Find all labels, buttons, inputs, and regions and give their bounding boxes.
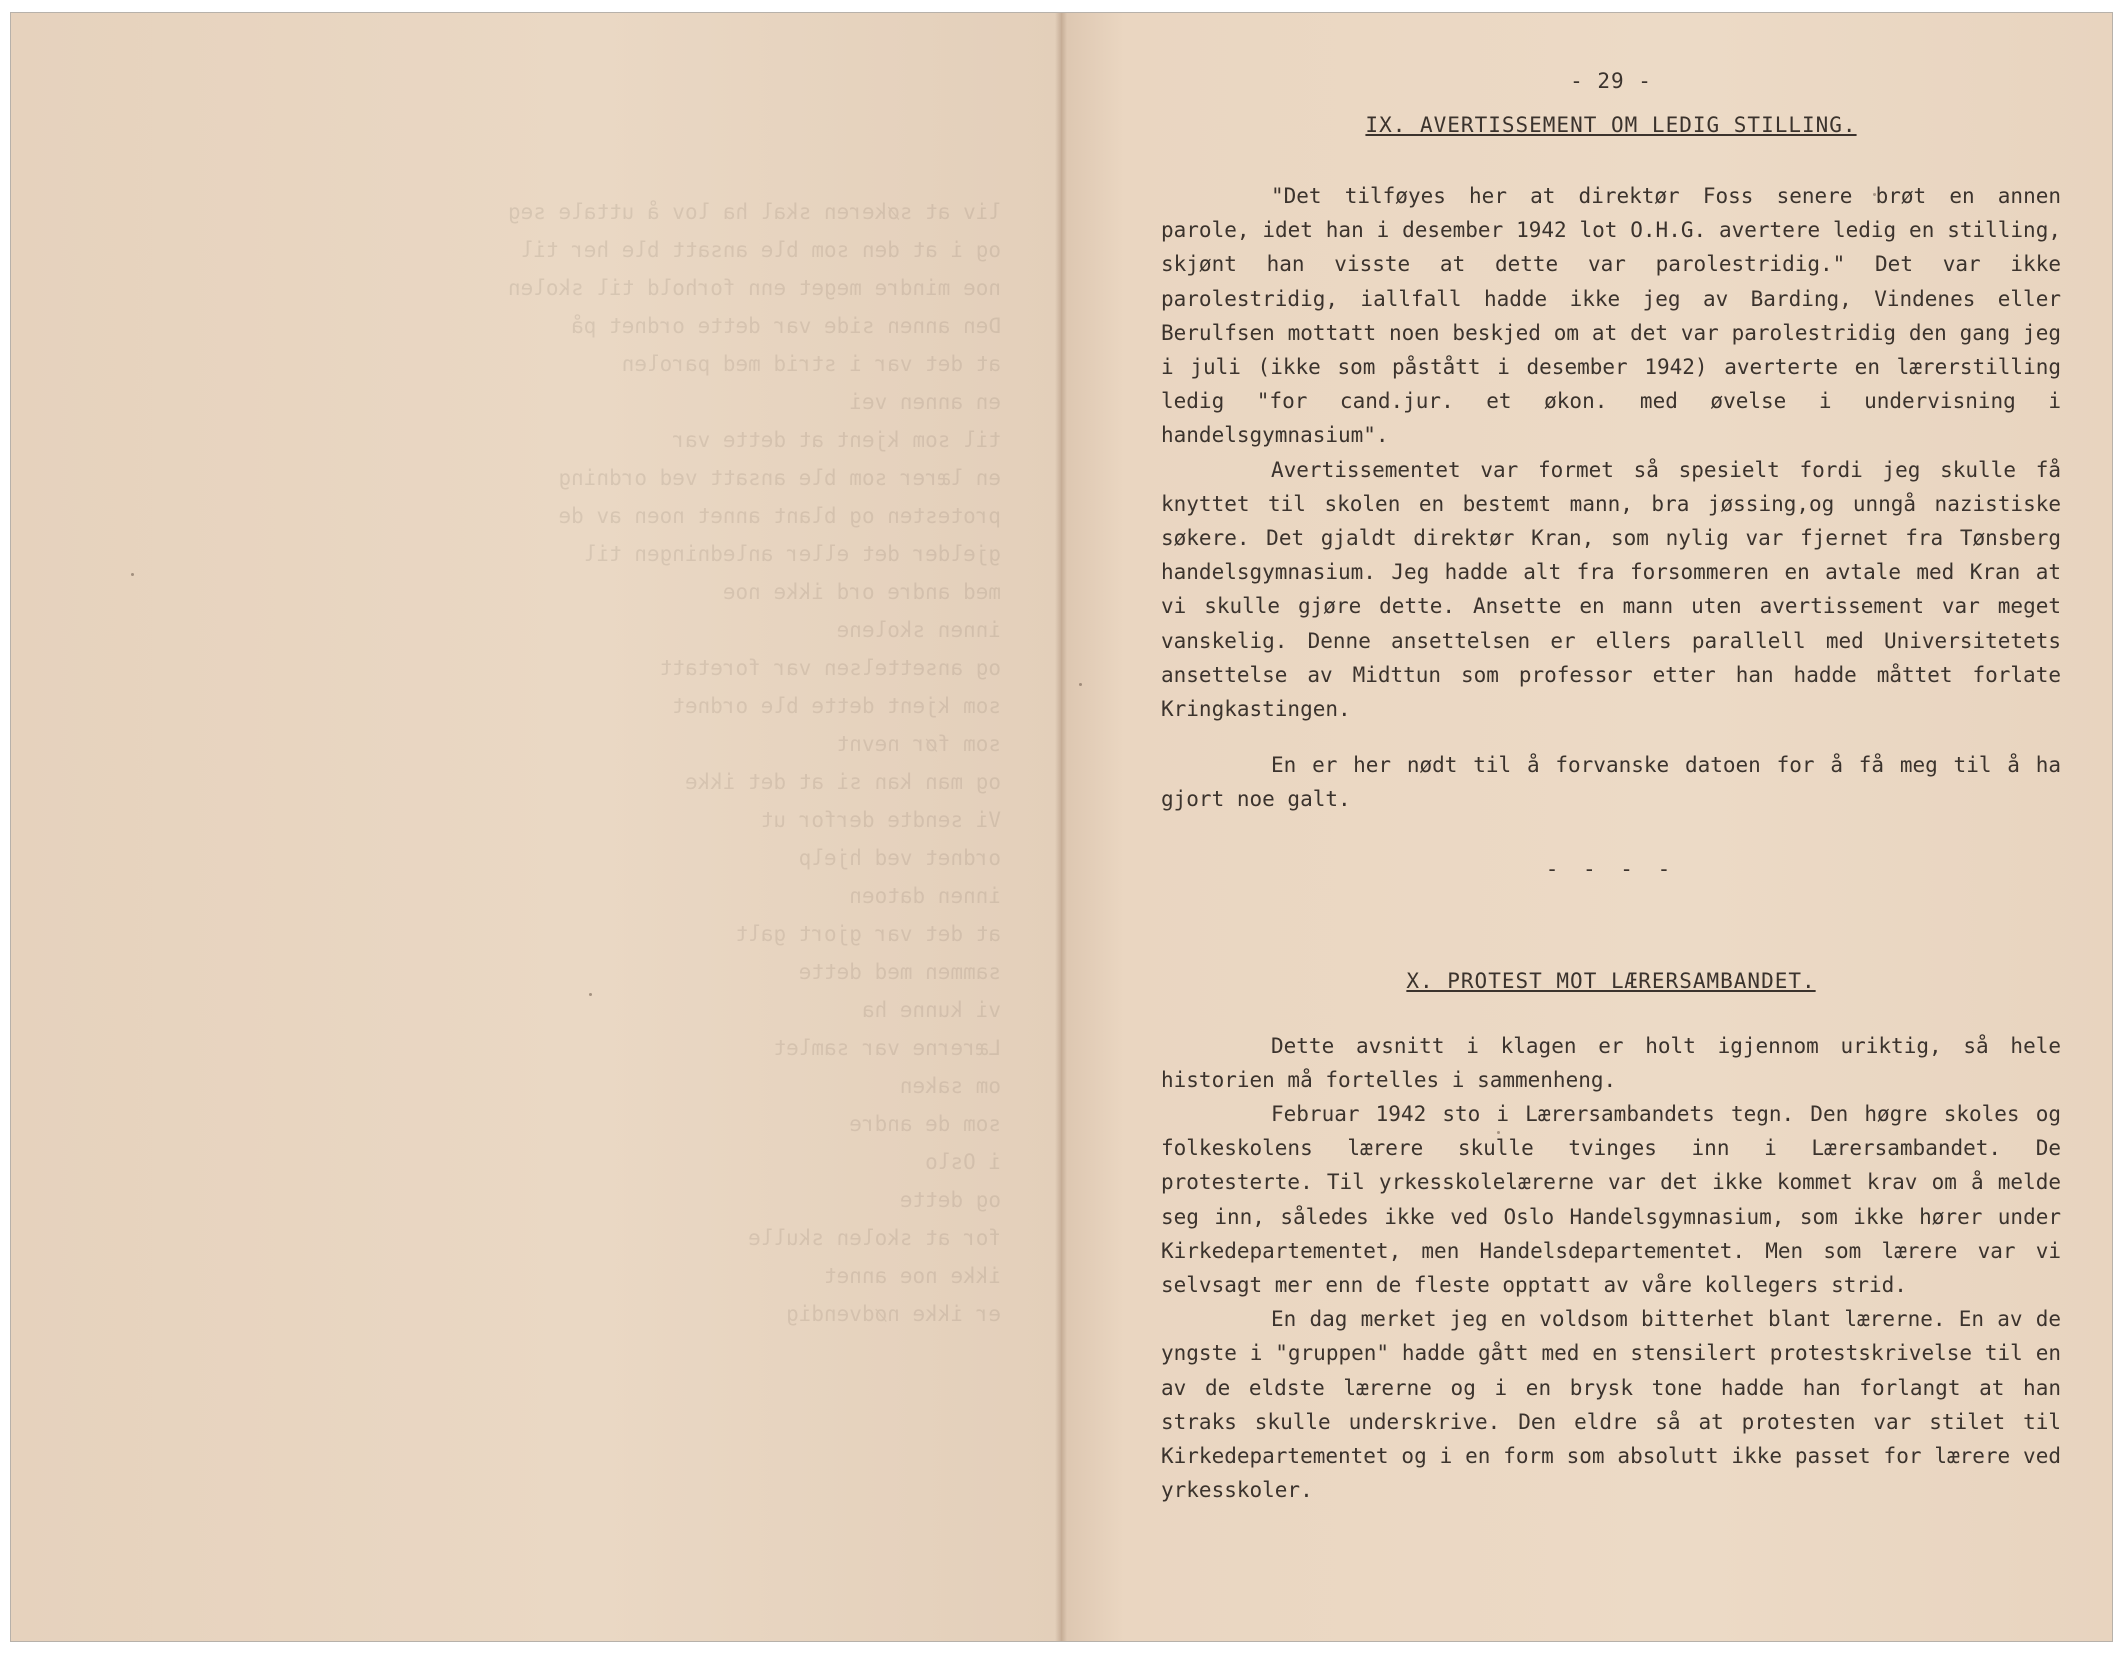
show-through-line: som de andre [849, 1112, 1001, 1136]
show-through-line: til som kjent at dette var [672, 428, 1001, 452]
show-through-line: og ansettelsen var foretatt [659, 656, 1001, 680]
show-through-line: med andre ord ikke noe [722, 580, 1001, 604]
book-gutter [1055, 13, 1067, 1641]
paragraph: Dette avsnitt i klagen er holt igjennom uriktig, så hele historien må fortelles i sammenheng. [1161, 1033, 2061, 1092]
show-through-line: vi kunne ha [861, 998, 1001, 1022]
show-through-line: protesten og blant annet noen av de [558, 504, 1001, 528]
show-through-line: noe mindre meget enn forhold til skolen [507, 276, 1001, 300]
show-through-line: for at skolen skulle [748, 1226, 1001, 1250]
section-heading-ix: IX. AVERTISSEMENT OM LEDIG STILLING. [1365, 113, 1857, 137]
show-through-line: er ikke nødvendig [786, 1302, 1001, 1326]
show-through-line: i Oslo [925, 1150, 1001, 1174]
show-through-line: og dette [899, 1188, 1001, 1212]
paragraph: En dag merket jeg en voldsom bitterhet blant lærerne. En av de yngste i "gruppen" hadde gått med en stensilert protestskrivelse til en av de eldste lærerne og i en brysk tone hadde han forlangt at han straks skulle underskrive. Den eldre så at protesten var stilet til Kirkedepartementet og i en form som absolutt ikke passet for lærere ved yrkesskoler. [1161, 1307, 2061, 1503]
show-through-line: at det var i strid med parolen [621, 352, 1001, 376]
paragraph: Avertissementet var formet så spesielt fordi jeg skulle få knyttet til skolen en bestemt mann, bra jøssing,og unngå nazistiske søkere. Det gjaldt direktør Kran, som nylig var fjernet fra Tønsberg handelsgymnasium. Jeg hadde alt fra forsommeren en avtale med Kran at vi skulle gjøre dette. Ansette en mann uten avertissement var meget vanskelig. Denne ansettelsen er ellers parallell med Universitetets ansettelse av Midttun som professor etter han hadde måttet forlate Kringkastingen. [1161, 457, 2061, 722]
book-spread [10, 12, 2113, 1642]
show-through-line: en annen vei [849, 390, 1001, 414]
show-through-line: Lærerne var samlet [773, 1036, 1001, 1060]
section-divider: - - - - [1545, 856, 1677, 881]
show-through-line: som før nevnt [836, 732, 1001, 756]
paper-speck [131, 573, 134, 576]
section-heading-x: X. PROTEST MOT LÆRERSAMBANDET. [1406, 968, 1816, 993]
left-page [11, 13, 1061, 1641]
show-through-line: som kjent dette ble ordnet [672, 694, 1001, 718]
show-through-line: ikke noe annet [823, 1264, 1001, 1288]
paragraph: Februar 1942 sto i Lærersambandets tegn. Den høgre skoles og folkeskolens lærere skulle tvinges inn i Lærersambandet. De protesterte. Til yrkesskolelærerne var det ikke kommet krav om å melde seg inn, således ikke ved Oslo Handelsgymnasium, som ikke hører under Kirkedepartementet, men Handelsdepartementet. Men som lærere var vi selvsagt mer enn de fleste opptatt av våre kollegers strid. [1161, 1102, 2061, 1298]
paragraph: "Det tilføyes her at direktør Foss senere brøt en annen parole, idet han i desember 1942 lot O.H.G. avertere ledig en stilling, skjønt han visste at dette var parolestridig." Det var ikke parolestridig, iallfall hadde ikke jeg av Barding, Vindenes eller Berulfsen mottatt noen beskjed om at det var parolestridig den gang jeg i juli (ikke som påstått i desember 1942) averterte en lærerstilling ledig "for cand.jur. et økon. med øvelse i undervisning i handelsgymnasium". [1161, 184, 2061, 448]
show-through-line: gjelder det eller anledningen til [583, 542, 1001, 566]
paper-speck [1079, 683, 1082, 686]
show-through-line: innen skolene [836, 618, 1001, 642]
show-through-line: sammen med dette [798, 960, 1001, 984]
paragraph: En er her nødt til å forvanske datoen for å få meg til å ha gjort noe galt. [1161, 753, 2061, 812]
show-through-line: Vi sendte derfor ut [760, 808, 1001, 832]
show-through-line: ordnet ved hjelp [798, 846, 1001, 870]
show-through-line: liv at søkeren skal ha lov å uttale seg [507, 200, 1001, 224]
show-through-text [101, 193, 1001, 1333]
show-through-line: innen datoen [849, 884, 1001, 908]
show-through-line: om saken [899, 1074, 1001, 1098]
show-through-line: og man kan si at det ikke [684, 770, 1001, 794]
show-through-line: at det var gjort galt [735, 922, 1001, 946]
show-through-line: og i at den som ble ansatt ble her til [520, 238, 1001, 262]
page-29-content [1161, 69, 2061, 1508]
show-through-line: Den annen side var dette ordnet på [571, 314, 1001, 338]
page-number: - 29 - [1570, 69, 1652, 93]
paper-speck [589, 993, 592, 996]
show-through-line: en lærer som ble ansatt ved ordning [558, 466, 1001, 490]
